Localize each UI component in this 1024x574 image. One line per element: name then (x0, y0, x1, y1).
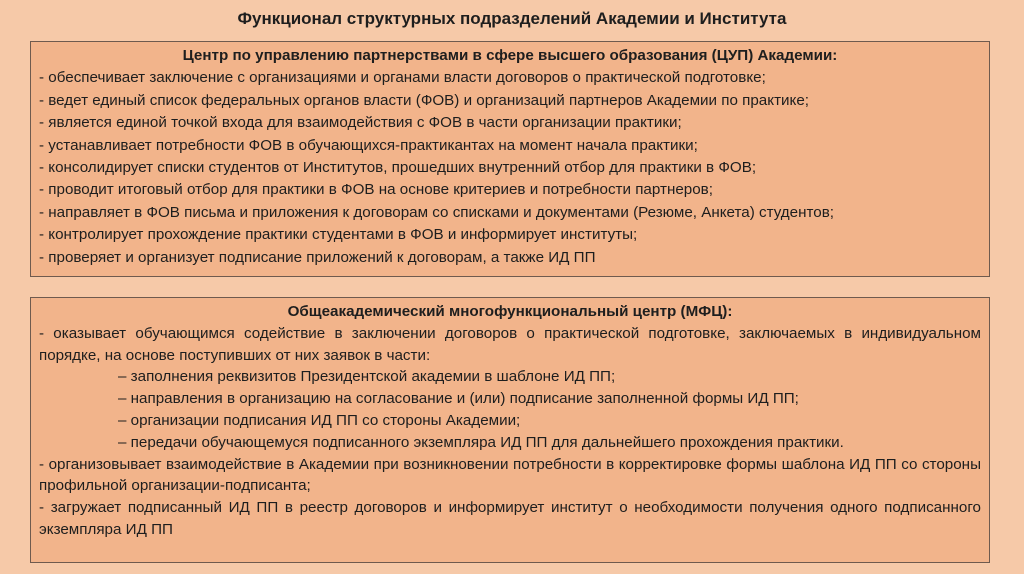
mfc-section (30, 297, 990, 563)
mfc-item: - загружает подписанный ИД ПП в реестр договоров и информирует институт о необходимости получения одного подписанного экземпляра ИД ПП (39, 499, 981, 538)
cup-item: - проводит итоговый отбор для практики в ФОВ на основе критериев и потребности партнеров; (39, 181, 713, 199)
cup-item: - контролирует прохождение практики студентами в ФОВ и информирует институты; (39, 226, 638, 244)
cup-item: - проверяет и организует подписание приложений к договорам, а также ИД ПП (39, 248, 596, 266)
cup-item: - обеспечивает заключение с организациями и органами власти договоров о практической подготовке; (39, 69, 766, 87)
mfc-subitem: – направления в организацию на согласование и (или) подписание заполненной формы ИД ПП; (118, 390, 799, 408)
mfc-item: - оказывает обучающимся содействие в заключении договоров о практической подготовке, заключаемых в индивидуальном порядке, на основе поступивших от них заявок в части: (39, 324, 981, 364)
cup-section (30, 41, 990, 277)
cup-item: - консолидирует списки студентов от Институтов, прошедших внутренний отбор для практики в ФОВ; (39, 159, 757, 177)
page-title: Функционал структурных подразделений Академии и Института (237, 9, 787, 28)
mfc-subitem: – передачи обучающемуся подписанного экземпляра ИД ПП для дальнейшего прохождения практики. (118, 433, 844, 451)
mfc-subitem: – заполнения реквизитов Президентской академии в шаблоне ИД ПП; (118, 368, 616, 386)
cup-heading: Центр по управлению партнерствами в сфере высшего образования (ЦУП) Академии: (182, 47, 838, 64)
cup-item: - устанавливает потребности ФОВ в обучающихся-практикантах на момент начала практики; (39, 136, 698, 154)
mfc-heading: Общеакадемический многофункциональный центр (МФЦ): (287, 303, 733, 320)
mfc-subitem: – организации подписания ИД ПП со стороны Академии; (118, 411, 521, 429)
cup-item: - является единой точкой входа для взаимодействия с ФОВ в части организации практики; (39, 114, 682, 132)
cup-item: - направляет в ФОВ письма и приложения к договорам со списками и документами (Резюме, Анкета) студентов; (39, 203, 835, 221)
mfc-item: - организовывает взаимодействие в Академии при возникновении потребности в корректировке формы шаблона ИД ПП со стороны профильной организации-подписанта; (39, 455, 981, 495)
cup-item: - ведет единый список федеральных органов власти (ФОВ) и организаций партнеров Академии по практике; (39, 91, 809, 109)
